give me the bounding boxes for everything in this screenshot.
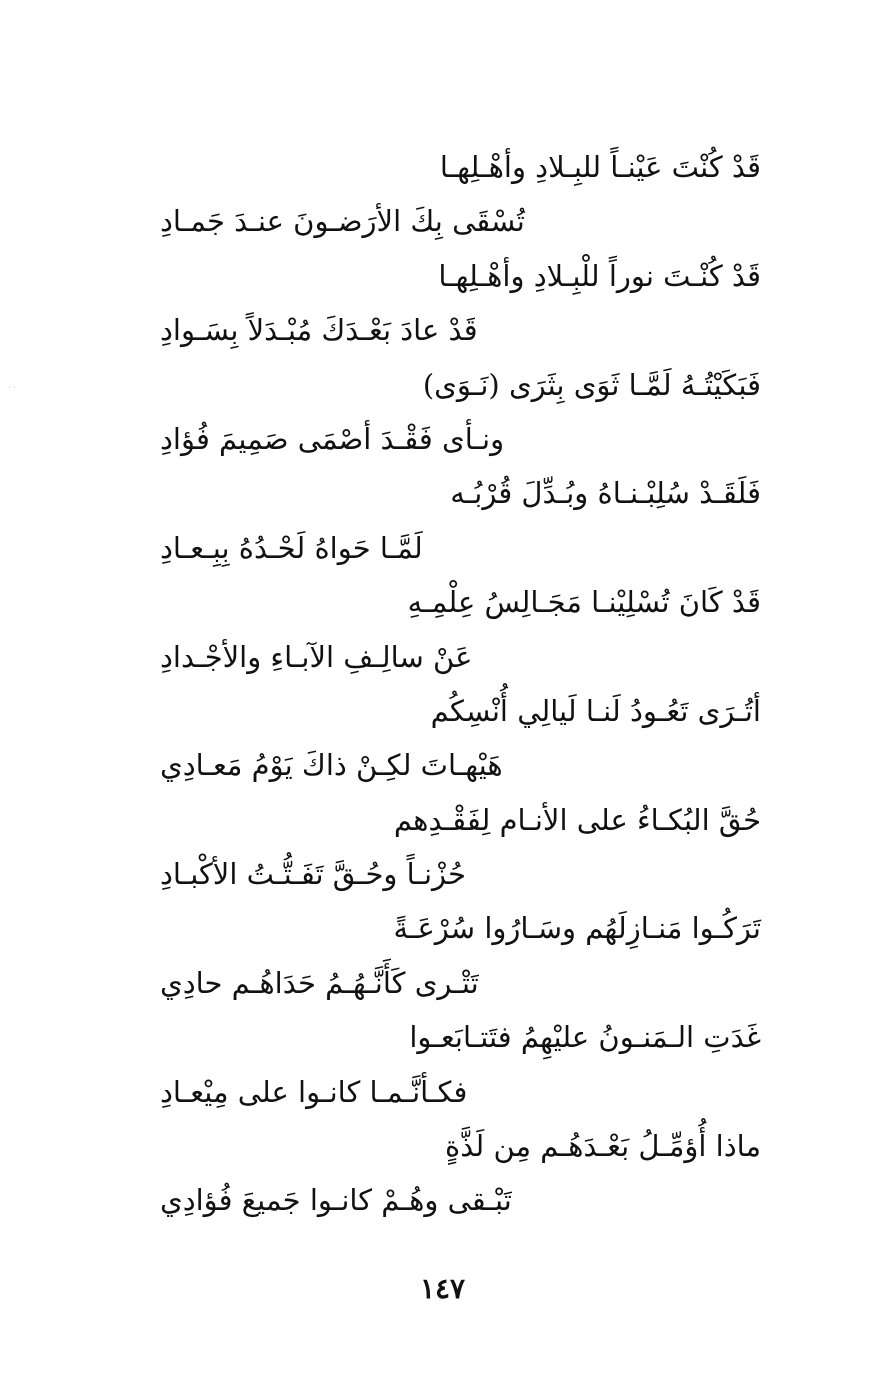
verse-3-second-hemistich: ونـأى فَقْـدَ أصْمَى صَمِيمَ فُؤادِ [160,421,505,456]
verse-9-first-hemistich: غَدَتِ الـمَنـونُ عليْهِمُ فتَتـابَعـوا [409,1020,761,1055]
poem [150,140,765,1228]
verse-1-first-hemistich: قَدْ كُنْتَ عَيْنـاً للبِـلادِ وأهْـلِهـا [439,150,761,184]
verse-2-second-hemistich: قَدْ عادَ بَعْـدَكَ مُبْـدَلاً بِسَـوادِ [160,313,478,348]
verse-10-first-hemistich: ماذا أُؤمِّـلُ بَعْـدَهُـم مِن لَذَّةٍ [445,1129,761,1164]
verse-10-second-hemistich: تَبْـقى وهُـمْ كانـوا جَميعَ فُؤادِي [160,1183,512,1218]
verse-6-first-hemistich: أتُـرَى تَعُـودُ لَنـا لَيالِي أُنْسِكُم [430,693,761,728]
verse-5-second-hemistich: عَنْ سالِـفِ الآبـاءِ والأجْـدادِ [160,639,473,674]
verse-8-first-hemistich: تَرَكُـوا مَنـازِلَهُم وسَـارُوا سُرْعَـةً [393,911,761,946]
page-number: ١٤٧ [419,1272,466,1305]
verse-2-first-hemistich: قَدْ كُنْـتَ نوراً للْبِـلادِ وأهْـلِهـا [438,258,761,293]
verse-4-second-hemistich: لَمَّـا حَواهُ لَحْـدُهُ بِبِـعـادِ [160,530,423,565]
verse-1-second-hemistich: تُسْقَى بِكَ الأرَضـونَ عنـدَ جَمـادِ [160,204,525,239]
verse-7-second-hemistich: حُزْنـاً وحُـقَّ تَفَـتُّـتُ الأكْبـادِ [160,857,466,892]
verse-5-first-hemistich: قَدْ كَانَ تُسْلِيْنـا مَجَـالِسُ عِلْمِـهِ [407,585,761,620]
scan-speck: · · [8,383,16,392]
verse-3-first-hemistich: فَبَكَيْتُـهُ لَمَّـا ثَوَى بِثَرَى (نَـوَى) [422,367,761,402]
verse-7-first-hemistich: حُقَّ البُكـاءُ على الأنـام لِفَقْـدِهم [393,802,761,837]
verse-6-second-hemistich: هَيْهـاتَ لكِـنْ ذاكَ يَوْمُ مَعـادِي [160,748,503,783]
verse-8-second-hemistich: تَتْـرى كَأَنَّـهُـمُ حَدَاهُـم حادِي [160,965,479,1000]
verse-9-second-hemistich: فكـأنَّـمـا كانـوا على مِيْعـادِ [160,1074,468,1109]
verse-4-first-hemistich: فَلَقَـدْ سُلِبْـنـاهُ وبُـدِّلَ قُرْبُـه [450,476,761,511]
